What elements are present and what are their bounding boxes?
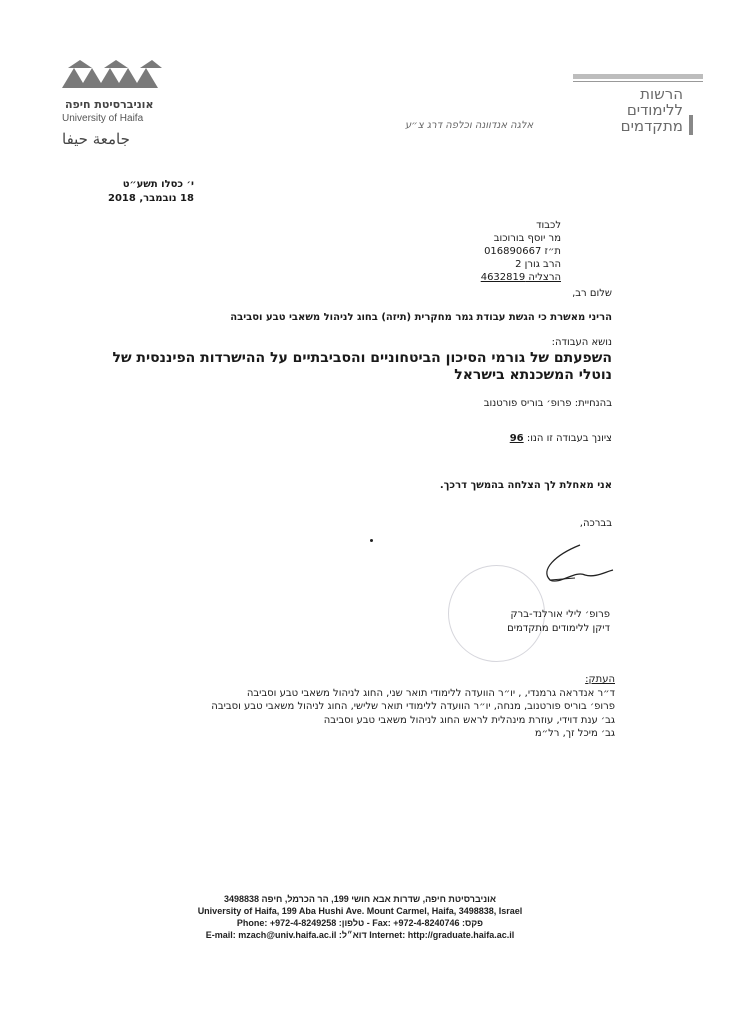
footer-email-internet: E-mail: mzach@univ.haifa.ac.il :דוא״ל Internet: http://graduate.haifa.ac.il [205,930,515,940]
footer-contact [170,893,550,941]
grade-line [510,433,612,444]
recipient-name: מר יוסף בורוכוב [493,233,561,244]
wish-line: אני מאחלת לך הצלחה בהמשך דרכך. [439,480,612,491]
cc-label: העתק: [585,674,615,685]
thesis-subject: השפעתם של גורמי הסיכון הביטחוניים והסביבתיים על ההישרדות הפיננסית של נוטלי המשכנתא בישראל [112,350,612,383]
authority-line-2: ללימודים [626,101,683,119]
approval-sentence: הריני מאשרת כי הגשת עבודת גמר מחקרית (תיזה) בחוג לניהול משאבי טבע וסביבה [230,312,612,323]
cc-line: גב׳ מיכל זך, רל״מ [534,728,615,739]
signer-title: דיקן ללימודים מתקדמים [507,623,610,634]
recipient-street: הרב גורן 2 [515,259,561,270]
cc-block [55,673,615,741]
advisor-line: בהנחיית: פרופ׳ בוריס פורטנוב [483,398,612,409]
header-faint-text: אלגה אנדוונה וכלפה דרג צ״ע [405,120,534,131]
recipient-id: ת״ז 016890667 [484,246,561,257]
university-logo [62,58,172,98]
logo-arabic-text: جامعة حيفا [62,130,130,148]
recipient-city: הרצליה 4632819 [480,272,561,283]
regards: בברכה, [579,518,612,529]
handwritten-signature [535,540,615,590]
signer-block [507,608,610,636]
letter-date [108,178,194,206]
recipient-to: לכבוד [536,220,561,231]
grade-value: 96 [509,433,524,444]
logo-english-text: University of Haifa [62,113,144,124]
gregorian-date: 18 נובמבר, 2018 [108,193,194,204]
graduate-authority-label [621,86,683,134]
greeting: שלום רב, [572,288,612,299]
cc-line: גב׳ ענת דוידי, עוזרת מינהלית לראש החוג לניהול משאבי טבע וסביבה [323,714,615,726]
footer-english-address: University of Haifa, 199 Aba Hushi Ave. Mount Carmel, Haifa, 3498838, Israel [197,906,523,916]
footer-phone-fax: Phone: +972-4-8249258 :טלפון - Fax: +972-4-8240746 :פקס [236,918,484,928]
authority-header-bar [573,72,703,86]
signer-name: פרופ׳ לילי אורלנד-ברק [510,609,610,620]
footer-hebrew-address: אוניברסיטת חיפה, שדרות אבא חושי 199, הר הכרמל, חיפה 3498838 [224,894,496,904]
grade-label: ציונך בעבודה זו הנו: [526,433,612,444]
cc-line: ד״ר אנדראה גרמנדי, , יו״ר הוועדה ללימודי תואר שני, החוג לניהול משאבי טבע וסביבה [246,687,615,699]
authority-line-1: הרשות [640,85,683,103]
hebrew-date: י׳ כסלו תשע״ט [122,179,194,190]
recipient-address [481,219,561,284]
cc-line: פרופ׳ בוריס פורטנוב, מנחה, יו״ר הוועדה ללימודי תואר שלישי, החוג לניהול משאבי טבע וסביבה [211,701,615,712]
authority-side-bar [689,115,693,135]
stray-dot [370,539,373,542]
authority-line-3: מתקדמים [620,117,683,135]
logo-hebrew-text: אוניברסיטת חיפה [65,98,154,111]
subject-label: נושא העבודה: [551,337,612,348]
